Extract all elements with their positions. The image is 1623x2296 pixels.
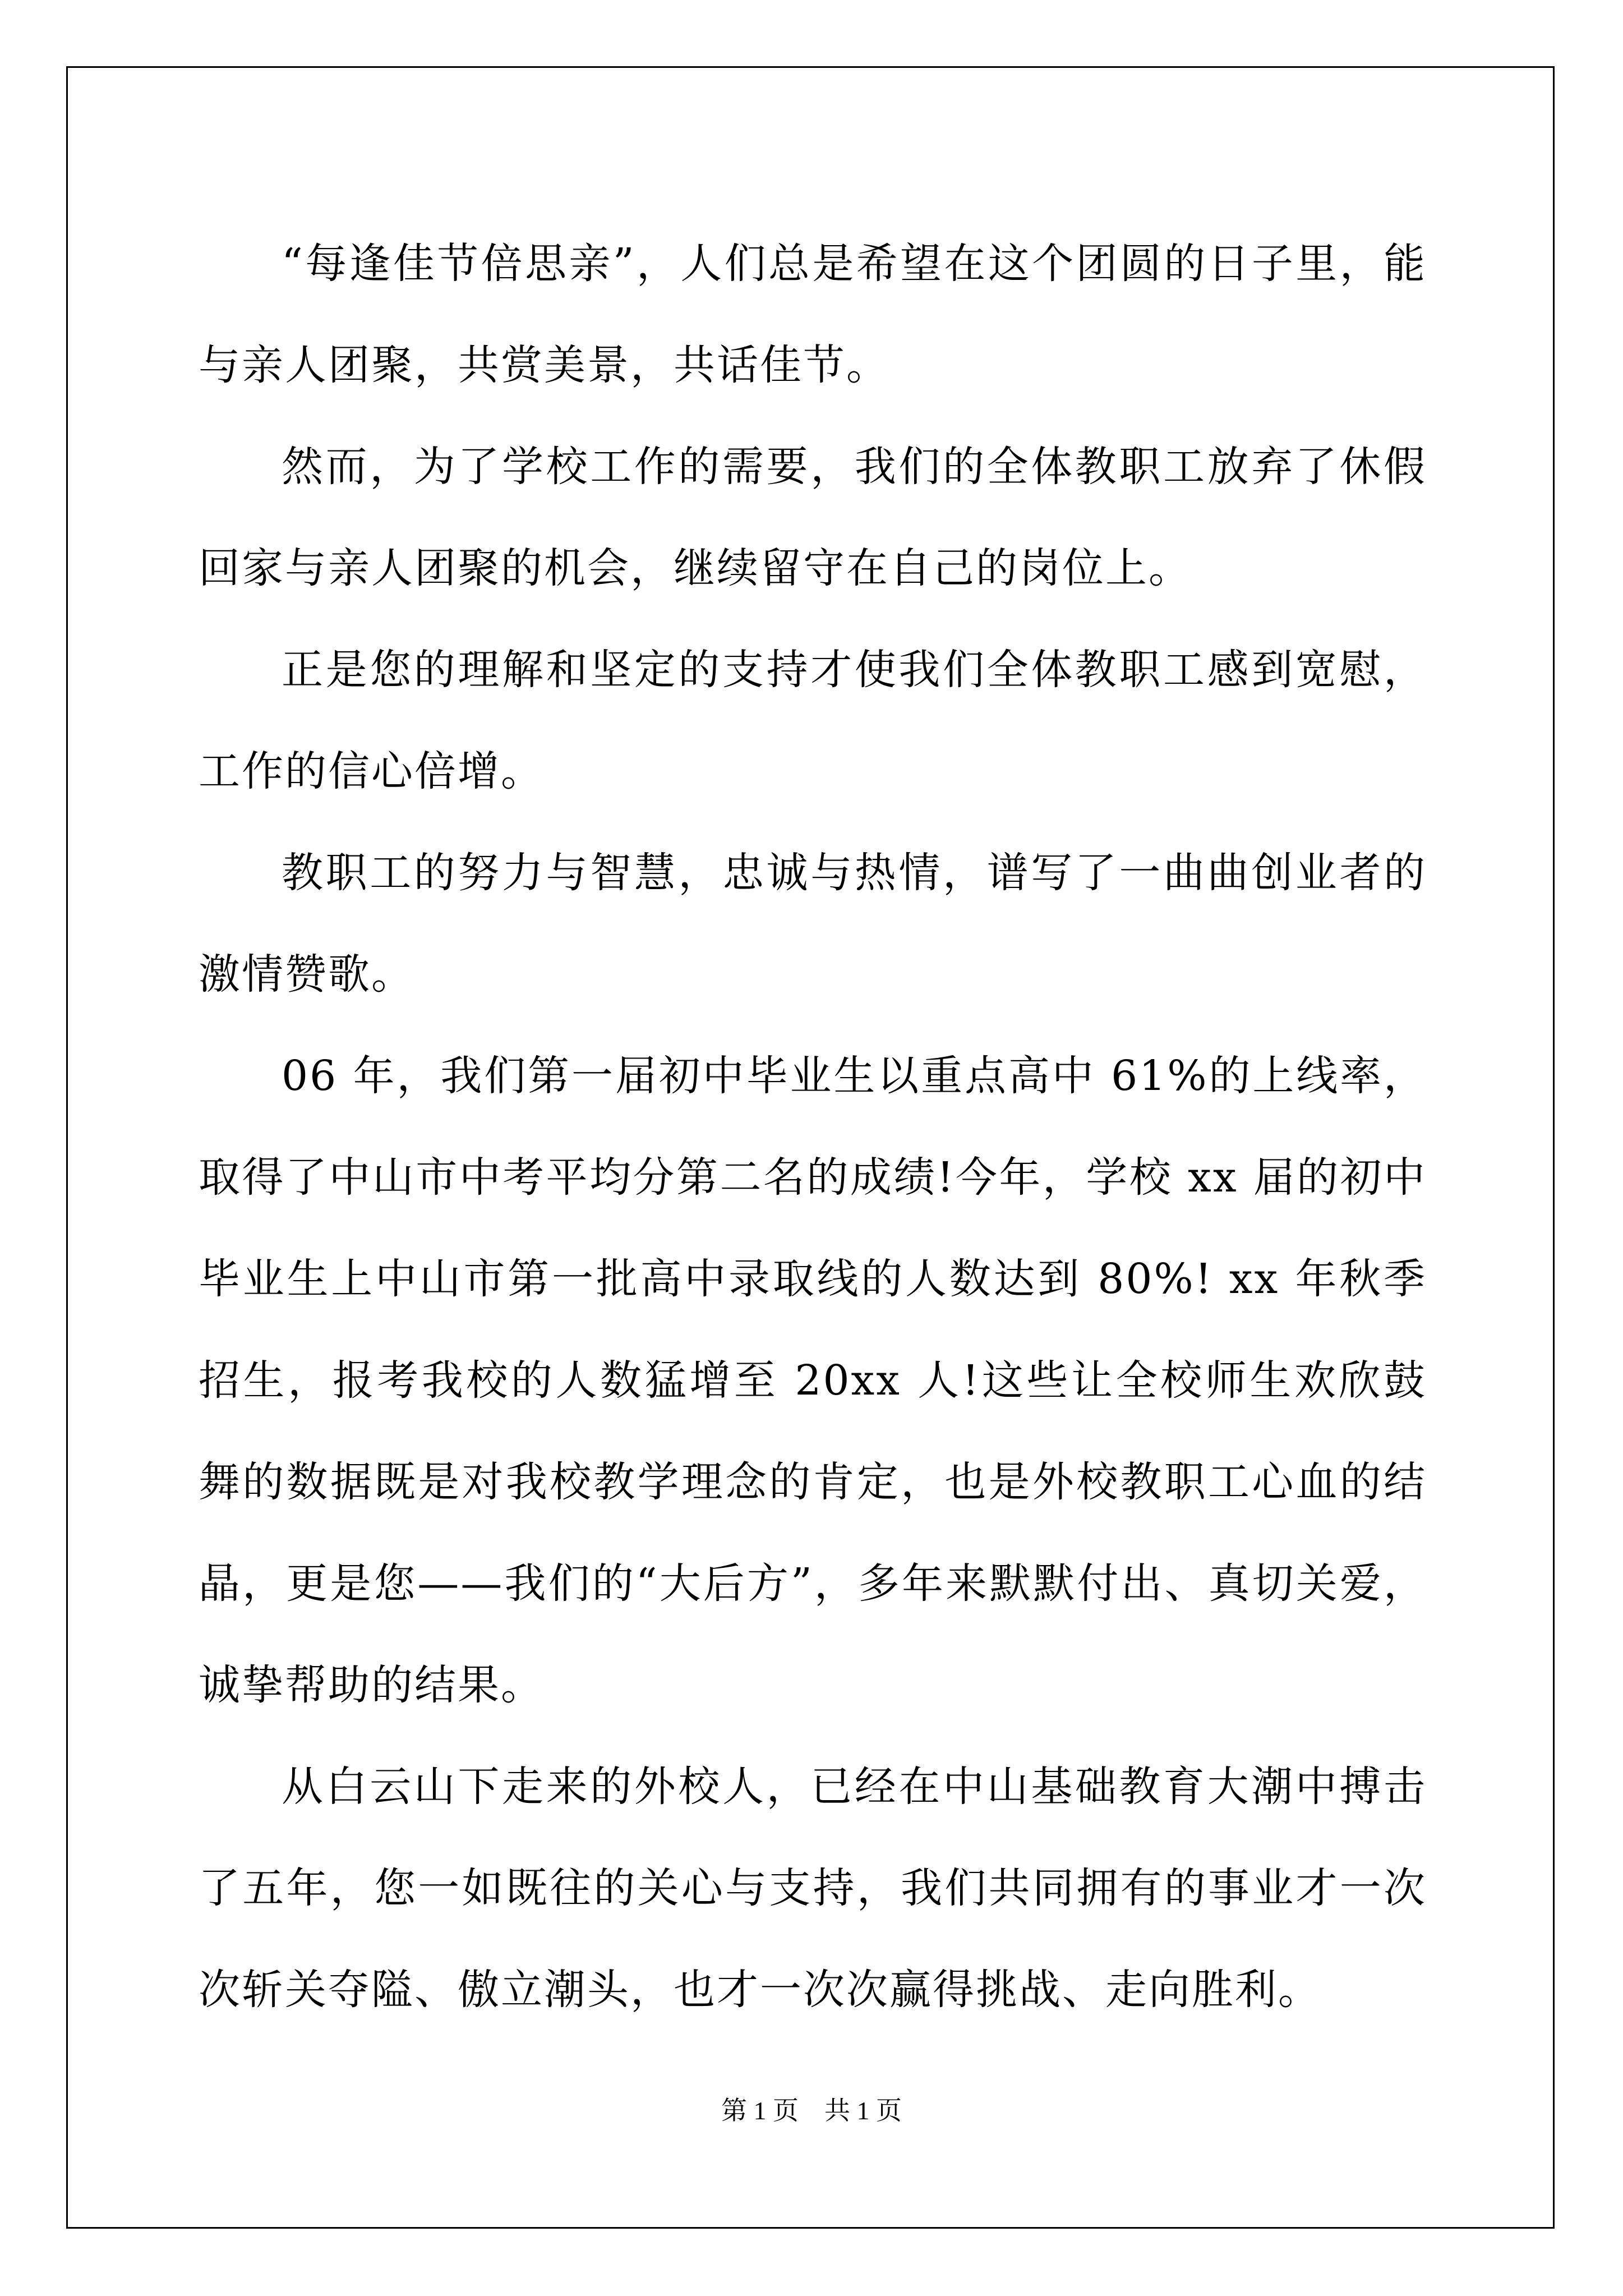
paragraph: 从白云山下走来的外校人，已经在中山基础教育大潮中搏击了五年，您一如既往的关心与支持，我们共同拥有的事业才一次次斩关夺隘、傲立潮头，也才一次次赢得挑战、走向胜利。 — [199, 1763, 1427, 2014]
paragraph: 然而，为了学校工作的需要，我们的全体教职工放弃了休假回家与亲人团聚的机会，继续留守在自己的岗位上。 — [199, 443, 1427, 592]
paragraph: 06 年，我们第一届初中毕业生以重点高中 61%的上线率，取得了中山市中考平均分第二名的成绩!今年，学校 xx 届的初中毕业生上中山市第一批高中录取线的人数达到 80%! xx 年秋季招生，报考我校的人数猛增至 20xx 人!这些让全校师生欢欣鼓舞的数据既是对我校教学理念的肯定，也是外校教职工心血的结晶，更是您——我们的“大后方”，多年来默默付出、真切关爱，诚挚帮助的结果。 — [199, 1052, 1427, 1709]
paragraph: 教职工的努力与智慧，忠诚与热情，谱写了一曲曲创业者的激情赞歌。 — [199, 849, 1427, 999]
paragraph: 正是您的理解和坚定的支持才使我们全体教职工感到宽慰，工作的信心倍增。 — [199, 646, 1427, 795]
page-number-footer: 第 1 页 共 1 页 — [721, 2096, 902, 2125]
paragraph: “每逢佳节倍思亲”，人们总是希望在这个团圆的日子里，能与亲人团聚，共赏美景，共话佳节。 — [199, 240, 1427, 389]
document-body — [199, 213, 1427, 2041]
